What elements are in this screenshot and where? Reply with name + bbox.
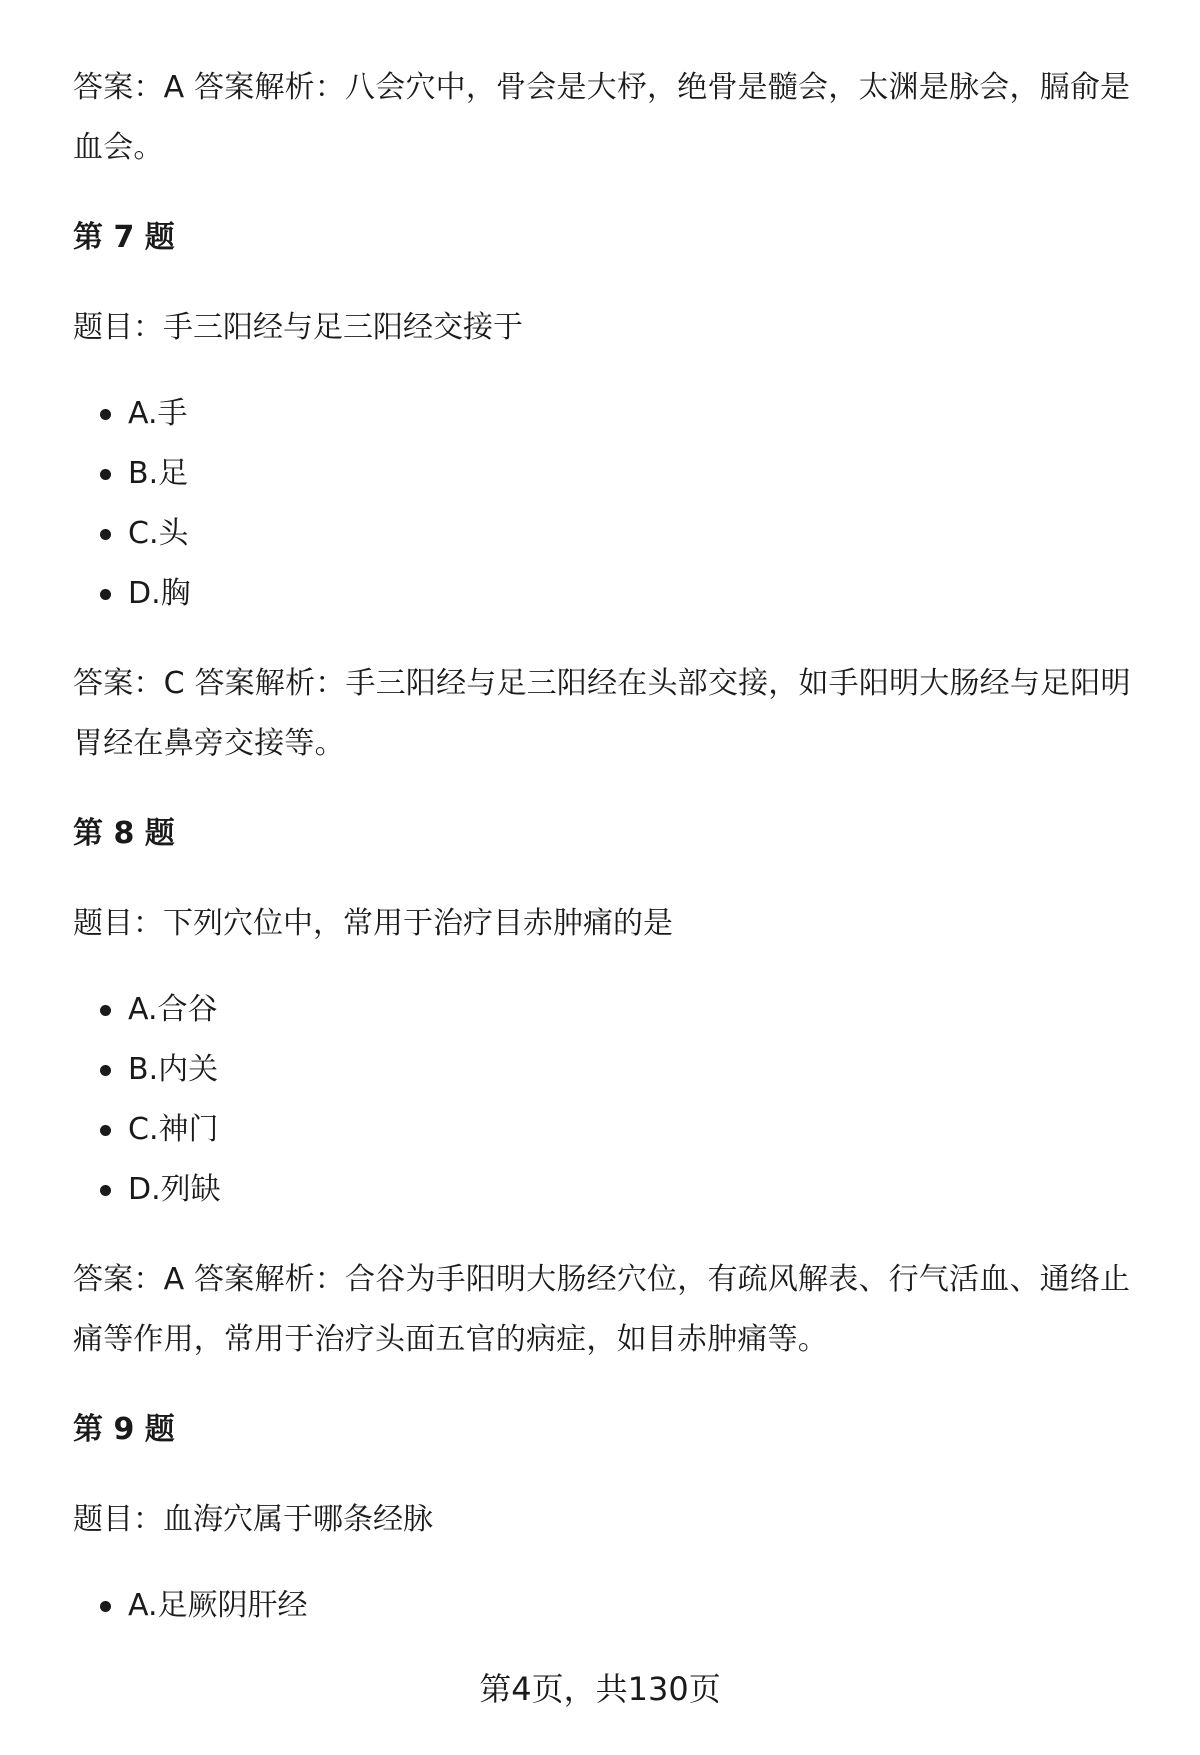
option-item — [73, 564, 1153, 624]
option-item — [73, 444, 1153, 504]
question-text-q7: 题目：手三阳经与足三阳经交接于 — [73, 310, 523, 345]
page-content — [73, 58, 1153, 1666]
option-label: D.胸 — [128, 576, 191, 611]
options-list-q7 — [73, 384, 1153, 624]
option-label: B.足 — [128, 456, 189, 491]
question-heading-q9: 第 9 题 — [73, 1412, 175, 1447]
option-label: A.足厥阴肝经 — [128, 1588, 308, 1623]
question-heading-q8: 第 8 题 — [73, 816, 175, 851]
answer-explanation-q8: 答案：A 答案解析：合谷为手阳明大肠经穴位，有疏风解表、行气活血、通络止痛等作用，常用于治疗头面五官的病症，如目赤肿痛等。 — [73, 1262, 1131, 1357]
options-list-q9 — [73, 1576, 1153, 1636]
option-label: A.合谷 — [128, 992, 218, 1027]
option-label: D.列缺 — [128, 1172, 221, 1207]
option-label: C.头 — [128, 516, 189, 551]
answer-explanation-q7: 答案：C 答案解析：手三阳经与足三阳经在头部交接，如手阳明大肠经与足阳明胃经在鼻旁交接等。 — [73, 666, 1131, 761]
option-label: B.内关 — [128, 1052, 219, 1087]
bullet-icon — [100, 1601, 111, 1612]
options-list-q8 — [73, 980, 1153, 1220]
option-item — [73, 1576, 1153, 1636]
question-text-q8: 题目：下列穴位中，常用于治疗目赤肿痛的是 — [73, 906, 673, 941]
bullet-icon — [100, 1005, 111, 1016]
answer-explanation-q6: 答案：A 答案解析：八会穴中，骨会是大杼，绝骨是髓会，太渊是脉会，膈俞是血会。 — [73, 70, 1131, 165]
page-number-footer: 第4页，共130页 — [479, 1670, 721, 1708]
question-text-q9: 题目：血海穴属于哪条经脉 — [73, 1502, 433, 1537]
bullet-icon — [100, 529, 111, 540]
bullet-icon — [100, 469, 111, 480]
bullet-icon — [100, 589, 111, 600]
option-label: A.手 — [128, 396, 188, 431]
option-item — [73, 1040, 1153, 1100]
option-label: C.神门 — [128, 1112, 219, 1147]
option-item — [73, 1100, 1153, 1160]
option-item — [73, 980, 1153, 1040]
bullet-icon — [100, 1125, 111, 1136]
option-item — [73, 504, 1153, 564]
bullet-icon — [100, 1065, 111, 1076]
option-item — [73, 1160, 1153, 1220]
option-item — [73, 384, 1153, 444]
question-heading-q7: 第 7 题 — [73, 220, 175, 255]
bullet-icon — [100, 1185, 111, 1196]
bullet-icon — [100, 409, 111, 420]
